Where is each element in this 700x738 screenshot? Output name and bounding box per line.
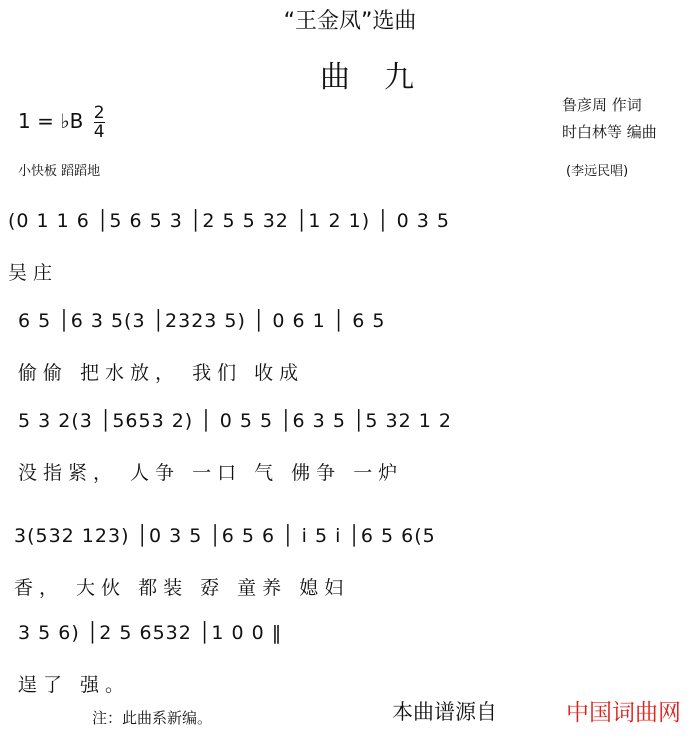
credits: [562, 92, 657, 146]
singer-credit: (李远民唱): [566, 164, 629, 179]
notes-line: 6 5 │6 3 5(3 │2323 5) │ 0 6 1 │ 6 5: [18, 310, 386, 332]
score-title: 曲九: [320, 60, 448, 95]
score-subtitle: “王金凤”选曲: [283, 9, 417, 34]
notes-line: 3(532 123) │0 3 5 │6 5 6 │ i 5 i │6 5 6(5: [14, 525, 436, 547]
lyrics-line: 没指紧， 人争 一口 气 佛争 一炉: [18, 462, 404, 484]
notes-line: 3 5 6) │2 5 6532 │1 0 0 ‖: [18, 622, 283, 644]
lyrics-line: 偷偷 把水放， 我们 收成: [18, 362, 305, 384]
source-text: 本曲谱源自: [392, 700, 497, 724]
key-signature: [18, 104, 105, 141]
site-brand[interactable]: 中国词曲网: [566, 700, 681, 726]
time-top: 2: [93, 103, 105, 123]
lyrics-line: 香， 大伙 都装 孬 童养 媳妇: [14, 577, 350, 599]
tempo-marking: 小快板 蹈蹈地: [18, 164, 101, 179]
notes-line: (0 1 1 6 │5 6 5 3 │2 5 5 32 │1 2 1) │ 0 3 5: [8, 210, 450, 232]
lyrics-line: 逞了 强。: [18, 674, 131, 696]
key-text: 1 = ♭B: [18, 109, 84, 133]
time-bottom: 4: [93, 122, 105, 142]
footnote: 注：此曲系新编。: [92, 709, 213, 727]
lyrics-line: 吴庄: [8, 262, 59, 284]
lyricist-credit: 鲁彦周 作词: [562, 96, 642, 114]
time-signature: [94, 104, 105, 141]
arranger-credit: 时白林等 编曲: [562, 123, 657, 141]
notes-line: 5 3 2(3 │5653 2) │ 0 5 5 │6 3 5 │5 32 1 2: [18, 410, 452, 432]
